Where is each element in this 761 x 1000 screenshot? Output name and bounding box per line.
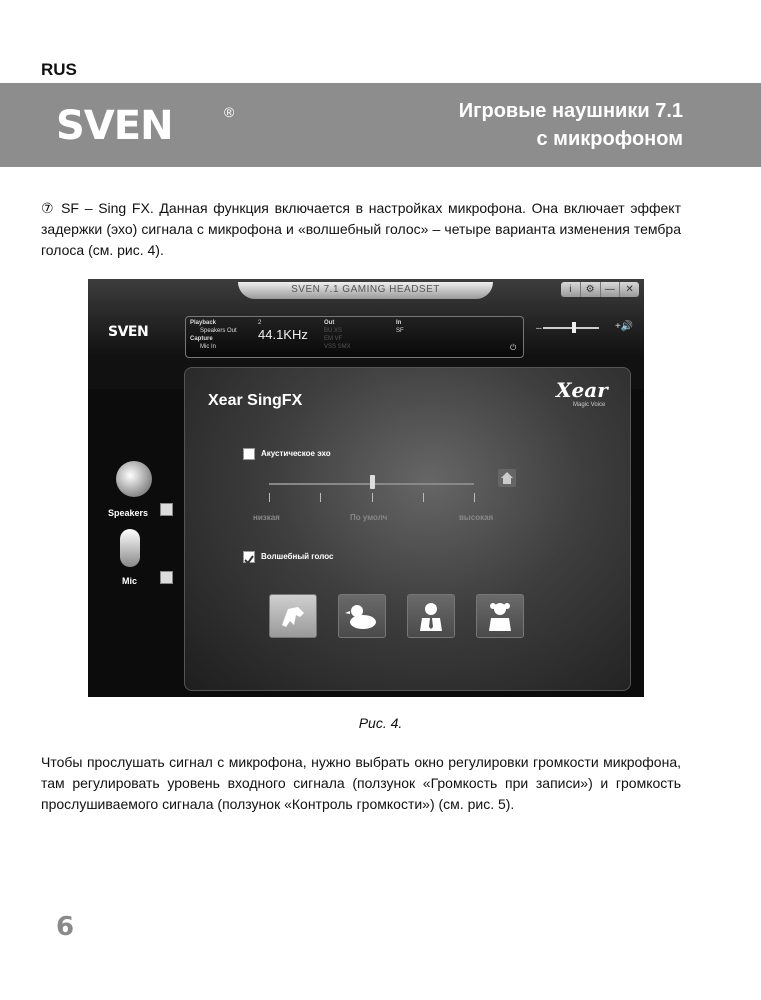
lcd-out-label: Out — [324, 320, 335, 326]
registered-mark: ® — [224, 104, 235, 120]
man-icon — [408, 595, 454, 637]
status-display — [185, 316, 524, 358]
lcd-out-row3: VSS SMX — [324, 344, 351, 350]
figure-caption: Рис. 4. — [358, 715, 403, 731]
title-line-2: с микрофоном — [536, 128, 683, 150]
slider-tick — [474, 493, 475, 502]
lcd-power-icon[interactable]: ⏻ — [510, 343, 517, 352]
echo-label: Акустическое эхо — [261, 449, 331, 458]
paragraph-monitoring: Чтобы прослушать сигнал с микрофона, нужно выбрать окно регулировки громкости микрофона, там регулировать уровень входного сигнала (ползунок «Громкость при записи») и громкость прослушиваемого сигнала (ползунок «Контроль громкости») (см. рис. 5). — [41, 754, 681, 812]
dinosaur-icon — [270, 595, 316, 637]
home-reset-button[interactable] — [498, 469, 516, 487]
speakers-icon[interactable] — [116, 461, 152, 497]
paragraph-singfx: ⑦ SF – Sing FX. Данная функция включается в настройках микрофона. Она включает эффект задержки (эхо) сигнала с микрофона и «волшебный голос» – четыре варианта изменения тембра голоса (см. рис. 4). — [41, 200, 681, 258]
tick-label-default: По умолч — [350, 513, 388, 522]
slider-tick — [269, 493, 270, 502]
duck-icon — [339, 595, 385, 637]
panel-title: Xear SingFX — [208, 392, 303, 409]
voice-man-button[interactable] — [407, 594, 455, 638]
woman-icon — [477, 595, 523, 637]
slider-tick — [372, 493, 373, 502]
window-controls — [561, 282, 639, 297]
lcd-sample-rate: 44.1KHz — [258, 327, 308, 342]
settings-icon[interactable]: ⚙ — [580, 282, 600, 297]
home-icon — [498, 469, 516, 487]
volume-minus-icon: – — [536, 323, 542, 334]
window-title: SVEN 7.1 GAMING HEADSET — [238, 282, 493, 299]
lcd-mic-in: Mic In — [200, 344, 217, 350]
xear-logo: Xear — [556, 378, 608, 402]
voice-woman-button[interactable] — [476, 594, 524, 638]
lcd-in-label: In — [396, 320, 402, 326]
brand-logo: SVEN — [56, 103, 173, 149]
singfx-panel — [184, 367, 631, 691]
voice-dinosaur-button[interactable] — [269, 594, 317, 638]
language-code: RUS — [41, 60, 77, 79]
lcd-out-row1: BU XS — [324, 328, 343, 334]
mic-label[interactable]: Mic — [122, 576, 138, 586]
page-title — [459, 97, 683, 153]
lcd-channels: 2 — [258, 320, 262, 326]
mic-icon[interactable] — [120, 529, 140, 567]
title-line-1: Игровые наушники 7.1 — [458, 100, 683, 122]
tick-label-low: низкая — [253, 513, 280, 522]
software-screenshot — [88, 279, 644, 697]
magic-voice-checkbox[interactable] — [243, 551, 255, 563]
slider-tick — [423, 493, 424, 502]
lcd-playback: Playback — [190, 320, 217, 326]
minimize-icon[interactable]: — — [600, 282, 620, 297]
mic-checkbox[interactable] — [160, 571, 173, 584]
app-logo: SVEN — [108, 324, 149, 340]
voice-duck-button[interactable] — [338, 594, 386, 638]
master-volume-track[interactable] — [543, 327, 599, 329]
echo-slider-knob[interactable] — [370, 475, 375, 489]
magic-voice-label: Волшебный голос — [261, 552, 334, 561]
tick-label-high: высокая — [459, 513, 494, 522]
checkmark-icon — [244, 555, 254, 565]
lcd-out-row2: EM VF — [324, 336, 343, 342]
page-number: 6 — [56, 912, 75, 942]
speaker-icon[interactable]: +🔊 — [615, 321, 634, 332]
lcd-in-value: SF — [396, 328, 404, 334]
echo-checkbox[interactable] — [243, 448, 255, 460]
speakers-checkbox[interactable] — [160, 503, 173, 516]
close-icon[interactable]: ✕ — [619, 282, 639, 297]
slider-tick — [320, 493, 321, 502]
speakers-label[interactable]: Speakers — [108, 508, 149, 518]
info-icon[interactable]: i — [569, 284, 572, 295]
master-volume-knob[interactable] — [572, 322, 576, 333]
lcd-speakers-out: Speakers Out — [200, 328, 237, 334]
lcd-capture: Capture — [190, 336, 213, 342]
xear-subtitle: Magic Voice — [573, 402, 606, 408]
